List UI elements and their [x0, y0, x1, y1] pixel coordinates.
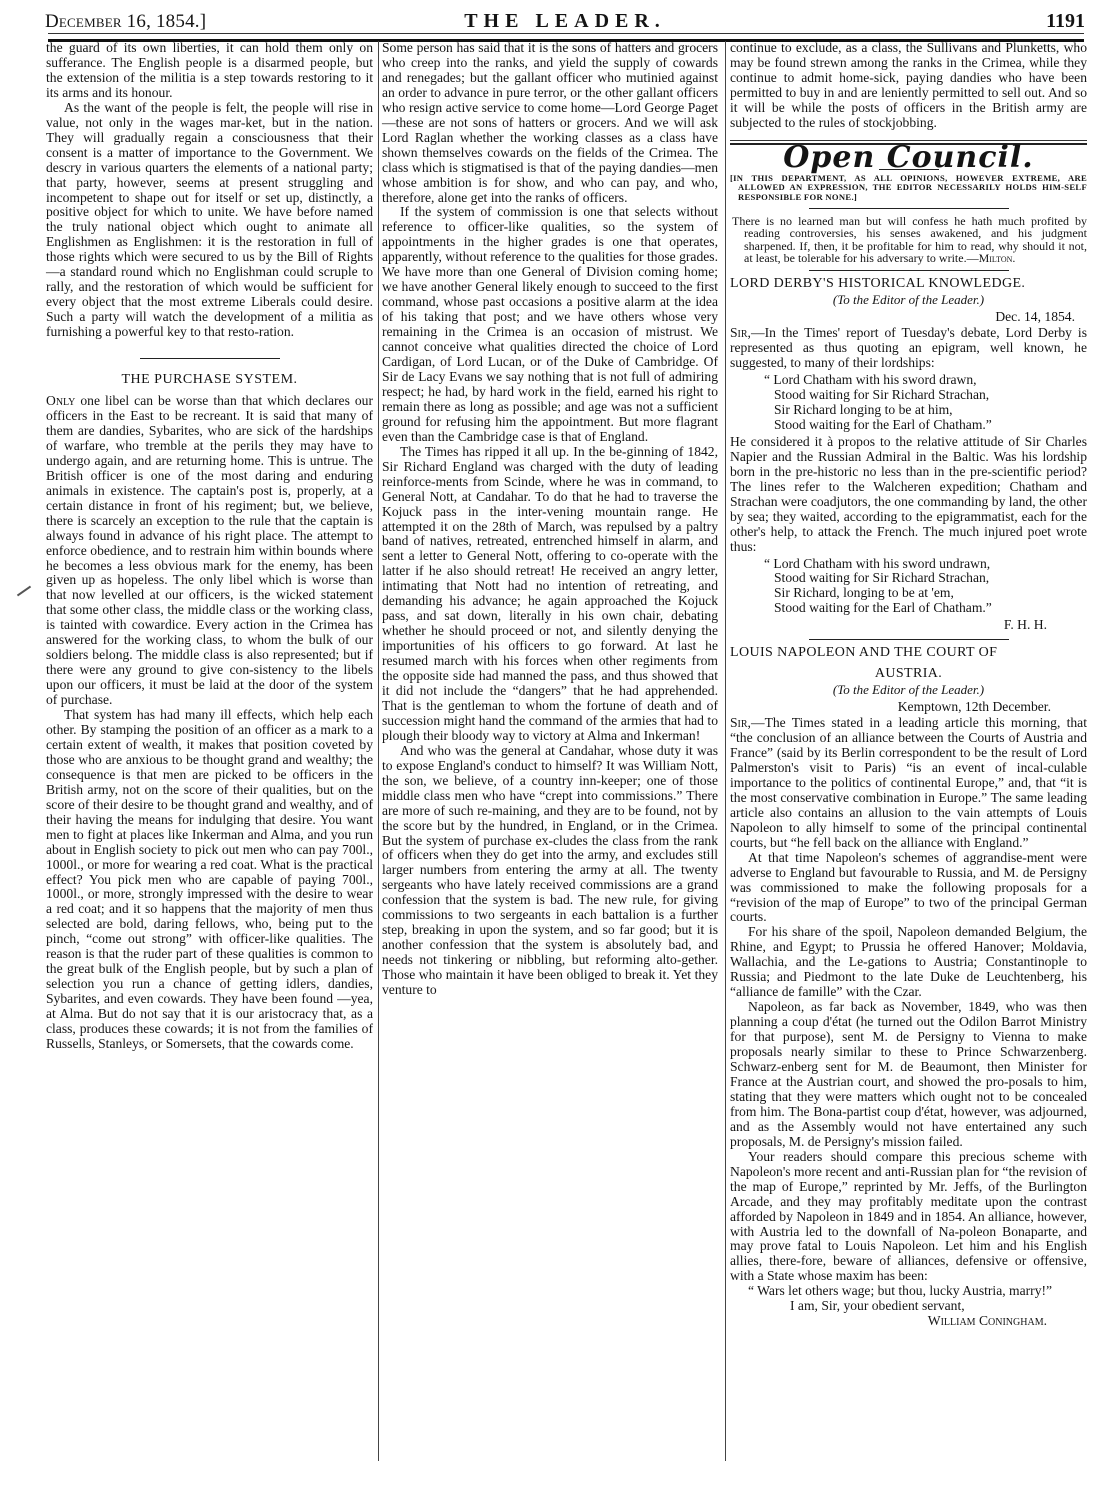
- section-heading-purchase-system: THE PURCHASE SYSTEM.: [121, 372, 298, 388]
- column-3: [725, 41, 1087, 1461]
- article-paragraph: If the system of commission is one that selects without reference to officer-like qualities, so the system of appointments in the higher grades is one that operates, apparently, without reference to the qualities for those grades. We have more than one General of Division coming home; we have another General likely enough to succeed to the first command, whose past occasions a positive alarm at the idea of his taking that post; and we have others whose very remaining in the Crimea is an occasion of mistrust. We cannot conceive what qualities directed the choice of Lord Cardigan, of Lord Lucan, or of the Duke of Cambridge. Of Sir de Lacy Evans we say nothing that is not full of admiring respect; he had, by hard work in the field, earned his right to remain there as long as possible; and age was not a sufficient ground for refusing him the appointment. But more flagrant even than the Cambridge case is that of England.: [382, 204, 718, 444]
- article-paragraph: And who was the general at Candahar, whose duty it was to expose England's conduct to himself? It was William Nott, the son, we believe, of a country inn-keeper; one of those middle class men who have “crept into commissions.” There are more of such re-maining, and they are to be found, not by the score but by the hundred, in England, or in the Crimea. But the system of purchase ex-cludes the class from the rank of officers when they do get into the army, and excludes still larger numbers from entering the army at all. The twenty sergeants who have lately received commissions are a grand confession that the system is bad. The new rule, for giving commissions to two sergeants in each battalion is a further step, breaking in upon the system, and so far good; but it is another confession that the system is absolutely bad, and needs not tinkering or nibbling, but reforming alto-gether. Those who maintain it have been obliged to break it. Yet they venture to: [382, 742, 718, 998]
- page-number: 1191: [1046, 10, 1085, 32]
- letter-paragraph: Sir,—The Times stated in a leading article this morning, that “the conclusion of an alliance between the Courts of Austria and France” (said by its Berlin correspondent to be the result of Lord Palmerston's visit to Paris) “is an event of incal-culable importance to the politics of continental Europe,” and, that “it is the most conservative combination in Europe.” The same leading article also contains an allusion to the vain attempts of Louis Napoleon to ally himself to some of the principal continental courts, but “he fell back on the alliance with England.”: [730, 715, 1087, 850]
- letter-paragraph: Napoleon, as far back as November, 1849, who was then planning a coup d'état (he turned out the Odilon Barrot Ministry for that purpose), sent M. de Persigny to Vienna to make proposals nearly similar to these to Prince Schwarzenberg. Schwarz-enberg sent for M. de Beaumont, then Minister for France at the Austrian court, and showed the pro-posals to him, stating that they were matters which ought not to be concealed from him. The Bona-partist coup d'état, however, was adjourned, and as the Assembly would not have entertained any such proposals, M. de Persigny's mission failed.: [730, 999, 1087, 1149]
- letter-paragraph: Sir,—In the Times' report of Tuesday's debate, Lord Derby is represented as thus quoting an epigram, well known, he suggested, to many of their lordships:: [730, 325, 1087, 371]
- divider: [809, 639, 1009, 640]
- editorial-notice: [IN THIS DEPARTMENT, AS ALL OPINIONS, HOWEVER EXTREME, ARE ALLOWED AN EXPRESSION, THE EDITOR NECESSARILY HOLDS HIM-SELF RESPONSIBLE FOR NONE.]: [730, 172, 1087, 202]
- letter-paragraph: Your readers should compare this precious scheme with Napoleon's more recent and anti-Russian plan for “the revision of the map of Europe,” reprinted by Mr. Jeffs, of the Burlington Arcade, and they may profitably meditate upon the contrast afforded by Napoleon in 1849 and in 1854. An alliance, however, with Austria led to the downfall of Na-poleon Bonaparte, and may prove fatal to Louis Napoleon. Let him and his English allies, there-fore, beware of alliances, defensive or offensive, with a State whose maxim has been:: [730, 1148, 1087, 1284]
- letter-signature: F. H. H.: [1003, 617, 1047, 633]
- article-paragraph: Only one libel can be worse than that which declares our officers in the East to be recreant. It is said that many of them are dandies, Sybarites, who are sick of the hardships of warfare, who tremble at the perils they may have to undergo again, and are returning home. This is untrue. The British officer is one of the most daring and enduring animals in existence. The captain's post is, properly, at a certain distance in front of his regiment; but, we believe, there is scarcely an exception to the rule that the captain is always found in advance of his right place. The attempt to enforce obedience, and to restrain him within bounds where he becomes a less obvious mark for the enemy, has been given up as hopeless. The only libel which is worse than that now levelled at our officers, is the wicked statement that some other class, the middle class or the working class, is tainted with cowardice. Every action in the Crimea has answered for the working class, to whom the bulk of our soldiers belong. The middle class is also represented; but if there were any ground to give con-sistency to the libels upon our officers, it must be laid at the door of the system of purchase.: [46, 393, 373, 708]
- divider: [809, 270, 1009, 271]
- letter-title-lord-derby: LORD DERBY'S HISTORICAL KNOWLEDGE.: [730, 276, 1026, 292]
- letter-paragraph: He considered it à propos to the relative attitude of Sir Charles Napier and the Russian Admiral in the Baltic. Was his lordship born in the pre-historic no less than in the pre-scientific period? The lines refer to the Walcheren expedition; Chatham and Strachan were coadjutors, the one commanding by land, the other by sea; they waited, according to the epigrammatist, each for the other's help, to attack the French. The much injured poet wrote thus:: [730, 433, 1087, 554]
- letter-paragraph: At that time Napoleon's schemes of aggrandise-ment were adverse to England but favourable to Russia, and M. de Persigny was commissioned to make the following proposals for a “revision of the map of Europe” to two of the principal German courts.: [730, 849, 1087, 925]
- letter-closing: I am, Sir, your obedient servant,: [790, 1298, 965, 1314]
- letter-paragraph: For his share of the spoil, Napoleon demanded Belgium, the Rhine, and Egypt; to Prussia he offered Hanover; Moldavia, Wallachia, and the Le-gations to Austria; Constantinople to Russia; and Piedmont to the late Duke de Leuchtenberg, his “alliance de famille” with the Czar.: [730, 924, 1087, 1000]
- newspaper-title: THE LEADER.: [464, 10, 666, 32]
- article-paragraph: As the want of the people is felt, the people will rise in value, not only in the wages mar-ket, but in the nation. They will gradually regain a consciousness that their consent is a matter of importance to the Government. We descry in various quarters the elements of a national party; that party, however, seems at present struggling and incompetent to shape out for itself or set up, distinctly, a positive object for which to unite. We have before named the truly national object which ought to animate all Englishmen as Englishmen: it is the restoration in full of those rights which were secured to us by the Bill of Rights—a standard round which no Englishman could scruple to rally, and the restoration of which would be sufficient for every object that the most extreme Liberals could desire. Such a party will watch the development of a militia as furnishing a powerful key to that resto-ration.: [46, 99, 373, 340]
- letter-dateline: Kemptown, 12th December.: [897, 699, 1051, 715]
- letter-title-louis-napoleon-line2: AUSTRIA.: [874, 666, 943, 682]
- article-paragraph: The Times has ripped it all up. In the be-ginning of 1842, Sir Richard England was charged with the duty of leading reinforce-ments from Scinde, where he was in command, to General Nott, at Candahar. To do that he had to traverse the Kojuck pass in the inter-vening mountain range. He attempted it on the 28th of March, was repulsed by a paltry band of natives, retreated, entrenched himself in alarm, and sent a letter to General Nott, offering to co-operate with the latter if he also should retreat! He received an angry letter, intimating that Nott had no intention of retreating, and demanding his advance; he again approached the Kojuck pass, and sat down, literally in his own chair, debating whether he should proceed or not, and silently denying the importunities of his officers to go forward. At last he resumed march with his forces when other regiments from the opposite side had manned the pass, and thus showed that it did not include the “dangers” that he had apprehended. That is the gentleman to whom the fortune of death and of succession might hand the command of the armies that had to plough their bloody way to victory at Alma and Inkerman!: [382, 443, 718, 743]
- letter-signature: William Coningham.: [927, 1313, 1047, 1329]
- section-divider: [140, 358, 280, 359]
- letter-date: Dec. 14, 1854.: [995, 309, 1075, 325]
- open-council-heading: Open Council.: [783, 139, 1034, 175]
- divider: [809, 208, 1009, 209]
- article-paragraph: the guard of its own liberties, it can hold them only on sufferance. The English people is a disarmed people, but the extension of the militia is a step towards restoring to it its arms and its honour.: [46, 40, 373, 100]
- to-editor-line: (To the Editor of the Leader.): [832, 292, 985, 308]
- article-paragraph: continue to exclude, as a class, the Sullivans and Plunketts, who may be found strewn among the ranks in the Crimea, while they continue to admit home-sick, paying dandies who have been permitted to buy in and are leniently permitted to sell out. And so it will be while the posts of officers in the British army are subjected to the rules of stockjobbing.: [730, 40, 1087, 130]
- article-paragraph: Some person has said that it is the sons of hatters and grocers who creep into the ranks, and yield the supply of cowards and renegades; but the gallant officer who mutinied against an order to advance in pure terror, or the other gallant officers who resign active service to come home—Lord George Paget—these are not sons of hatters or grocers. And we will ask Lord Raglan whether the working classes as a class have shown themselves cowards on the fields of the Crimea. The class which is stigmatised is that of the paying dandies—men whose ambition is for show, and who can pay, and who, therefore, alone get into the ranks of officers.: [382, 40, 718, 205]
- letter-paragraph: “ Wars let others wage; but thou, lucky Austria, marry!”: [748, 1283, 1053, 1299]
- epigraph-author: —Milton.: [966, 251, 1016, 266]
- article-paragraph: That system has had many ill effects, which help each other. By stamping the position of an officer as a mark to a certain extent of wealth, it makes that position coveted by those who are anxious to be thought grand and wealthy; the consequence is that men are picked to be officers in the British army, not on the score of their qualities, but on the score of their desire to be thought grand and wealthy, and of their having the means for indulging that desire. You want men to fight at places like Inkerman and Alma, and you run about in English society to pick out men who can pay 700l., 1000l., or more for wearing a red coat. What is the practical effect? You pick men who are capable of paying 700l., 1000l., or more, strongly impressed with the desire to wear a red coat; and it so happens that the majority of men thus selected are bold, daring fellows, who, being put to the pinch, “come out strong” with officer-like qualities. The reason is that the ruder part of these qualities is common to the great bulk of the English people, but by such a plan of selection you run a chance of getting idlers, dandies, Sybarites, and even cowards. They have been found —yea, at Alma. But do not say that it is our aristocracy that, as a class, produces these cowards; it is not from the families of Russells, Stanleys, or Somersets, that the cowards come.: [46, 707, 373, 1051]
- epigraph: There is no learned man but will confess he hath much profited by reading controversies, his senses awakened, and his judgment sharpened. If, then, it be profitable for him to read, why should it not, at least, be tolerable for his adversary to write.—Milton.: [732, 214, 1087, 266]
- to-editor-line: (To the Editor of the Leader.): [832, 682, 985, 698]
- issue-date: December 16, 1854.]: [45, 11, 207, 32]
- column-1: [46, 41, 373, 1052]
- verse-quotation: “ Lord Chatham with his sword drawn, Stood waiting for Sir Richard Strachan, Sir Richard longing to be at him, Stood waiting for the Earl of Chatham.”: [764, 372, 992, 432]
- letter-title-louis-napoleon: LOUIS NAPOLEON AND THE COURT OF: [730, 645, 998, 661]
- verse-quotation: “ Lord Chatham with his sword undrawn, Stood waiting for Sir Richard Strachan, Sir Richard, longing to be at 'em, Stood waiting for the Earl of Chatham.”: [764, 555, 992, 616]
- drop-word: Only: [46, 393, 76, 409]
- margin-mark: [17, 586, 31, 597]
- column-2: [378, 41, 718, 1461]
